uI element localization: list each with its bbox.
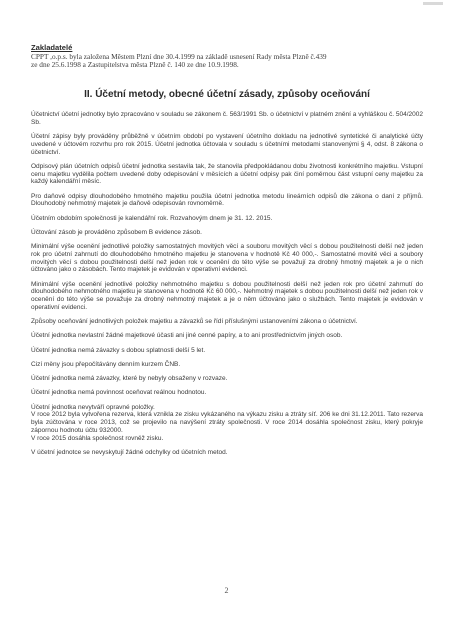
paragraph-securities: Účetní jednotka nevlastní žádné majetkové účasti ani jiné cenné papíry, a to ani prostřednictvím jiných osob. [31,332,343,340]
founders-heading: Zakladatelé [31,43,73,52]
paragraph-inventory: Účtování zásob je prováděno způsobem B evidence zásob. [31,228,202,236]
section-title: II. Účetní metody, obecné účetní zásady, způsoby oceňování [84,89,370,101]
paragraph-entries: Účetní zápisy byly prováděny průběžně v účetním období po vystavení účetního dokladu na jednotlivé syntetické či analytické účty uvedené v účtovém rozvrhu pro rok 2015. Účetní jednotka účtovala v souladu s účetními metodami stanovenými § 4, odst. 8 zákona o účetnictví. [31,133,423,156]
paragraph-accounting-period: Účetním obdobím společnosti je kalendářní rok. Rozvahovým dnem je 31. 12. 2015. [31,214,273,222]
paragraph-valuation: Způsoby oceňování jednotlivých položek majetku a závazků se řídí příslušnými ustanoveními zákona o účetnictví. [31,317,358,325]
paragraph-tax-depreciation: Pro daňové odpisy dlouhodobého hmotného majetku použila účetní jednotka metodu lineárních odpisů dle zákona o daní z příjmů. Dlouhodobý nehmotný majetek je daňově odepisován rovnoměrně. [31,192,423,208]
founders-line-2: ze dne 25.6.1998 a Zastupitelstva města Plzně č. 140 ze dne 10.9.1998. [31,59,239,69]
paragraph-accounting-law: Účetnictví účetní jednotky bylo zpracováno v souladu se zákonem č. 563/1991 Sb. o účetnictví v platném znění a vyhláškou č. 504/2002 Sb. [31,111,423,126]
paragraph-fair-value: Účetní jednotka nemá povinnost oceňovat reálnou hodnotou. [31,389,207,397]
paragraph-intangible-assets: Minimální výše ocenění jednotlivé položky nehmotného majetku s dobou použitelnosti delší než jeden rok pro účetní zahrnutí do dlouhodobého nehmotného majetku je stanovena v hodnotě Kč 60 000,-. Nehmotný majetek s dobou použitelnosti delší než jeden rok v ocenění do této výše se považuje za drobný nehmotný majetek a je o něm účtováno jako o službách. Tento majetek je evidován v operativní evidenci. [31,280,423,311]
paragraph-list [31,111,423,456]
paragraph-currencies: Cizí měny jsou přepočítávány denním kurzem ČNB. [31,360,181,368]
founders-line-1: CPPT ,o.p.s. byla založena Městem Plzní dne 30.4.1999 na základě usnesení Rady města Plzně č.439 [31,51,327,61]
page-content [31,44,423,463]
paragraph-depreciation-plan: Odpisový plán účetních odpisů účetní jednotka sestavila tak, že stanovila předpokládanou dobu životnosti konkrétního majetku. Vstupní cenu majetku vydělila počtem uvedené doby odepisování v měsících a účetní odpisy pak činí poměrnou část vstupní ceny majetku za každý kalendářní měsíc. [31,162,423,186]
paragraph-provisions: Účetní jednotka nevytváří opravné položky. V roce 2012 byla vytvořena rezerva, která vznikla ze zisku vykázaného na výkazu zisku a ztráty síť. 206 ke dni 31.12.2011. Tato rezerva byla zúčtována v roce 2013, což se projevilo na navýšení ztráty společnosti. V roce 2014 dosáhla společnost zisku, který pokryje zápornou hodnotu účtu 932000. V roce 2015 dosáhla společnost rovněž zisku. [31,403,423,442]
paragraph-tangible-assets: Minimální výše ocenění jednotlivé položky samostatných movitých věcí a souboru movitých věcí s dobou použitelnosti delší než jeden rok pro účetní zahrnutí do dlouhodobého hmotného majetku je stanovena v hodnotě Kč 40 000,-. Samostatné movité věci a soubory movitých věcí s dobou použitelnosti delší než jeden rok v ocenění do této výše se považují za drobný hmotný majetek a je o nich účtováno jako o zásobách. Tento majetek je evidován v operativní evidenci. [31,243,423,274]
paragraph-liabilities: Účetní jednotka nemá závazky s dobou splatnosti delší 5 let. [31,346,206,354]
page-number: 2 [224,586,229,595]
scan-edge-mark [423,2,443,5]
paragraph-off-balance: Účetní jednotka nemá závazky, které by nebyly obsaženy v rozvaze. [31,375,228,383]
paragraph-deviations: V účetní jednotce se nevyskytují žádné odchylky od účetních metod. [31,448,228,456]
